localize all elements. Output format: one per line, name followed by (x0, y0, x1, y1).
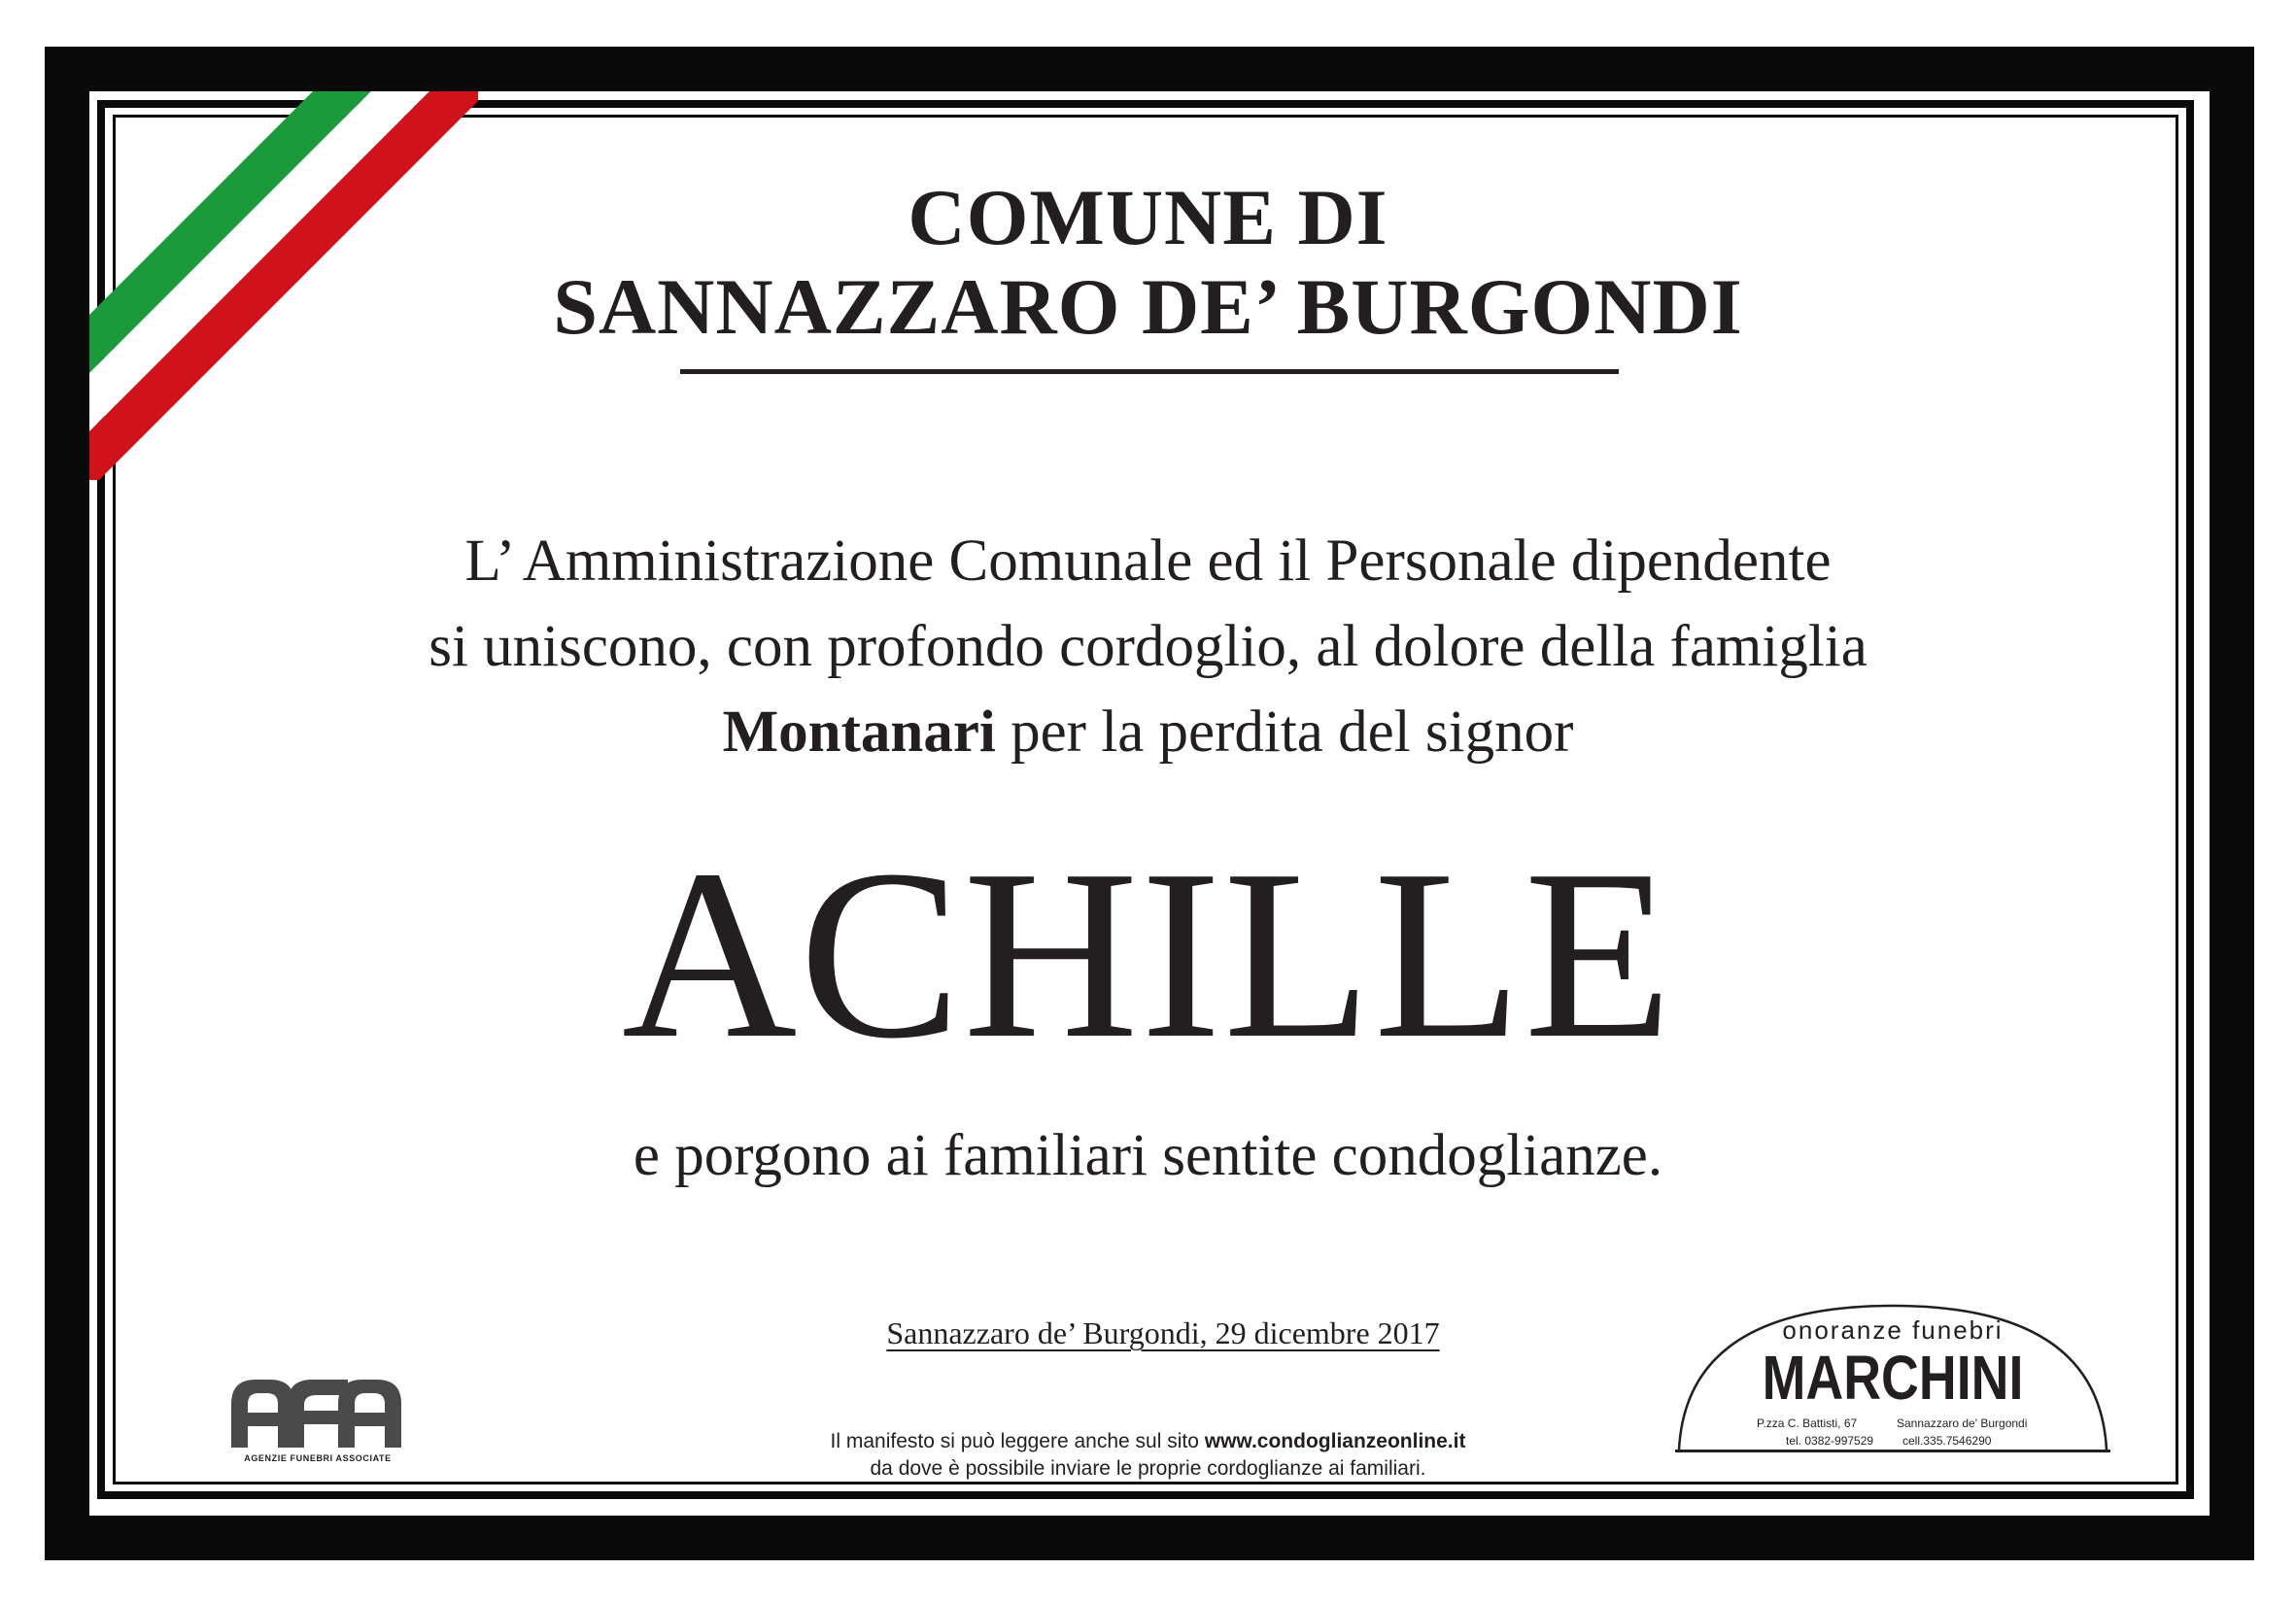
marchini-phone: tel. 0382-997529 (1786, 1434, 1874, 1448)
marchini-name: MARCHINI (1762, 1343, 2024, 1413)
message-line-3 (0, 690, 2296, 775)
website-link[interactable]: www.condoglianzeonline.it (1204, 1430, 1466, 1452)
message-line-3-rest: per la perdita del signor (995, 700, 1574, 765)
message-line-1: L’ Amministrazione Comunale ed il Personale dipendente (464, 529, 1832, 594)
closing-line: e porgono ai familiari sentite condoglianze. (633, 1123, 1663, 1188)
condolence-message (0, 519, 2296, 775)
family-name: Montanari (722, 700, 996, 765)
deceased-name: ACHILLE (621, 820, 1675, 1089)
marchini-funeral-home-logo (1675, 1302, 2110, 1457)
afa-logo-icon (222, 1370, 416, 1467)
marchini-town: Sannazzaro de' Burgondi (1897, 1416, 2028, 1430)
municipality-title (0, 173, 2296, 352)
footer-line-2: da dove è possibile inviare le proprie cordoglianze ai familiari. (870, 1457, 1426, 1480)
afa-caption: AGENZIE FUNEBRI ASSOCIATE (244, 1453, 392, 1463)
message-line-2: si uniscono, con profondo cordoglio, al dolore della famiglia (428, 614, 1868, 679)
marchini-tagline: onoranze funebri (1782, 1315, 2004, 1345)
title-line-1: COMUNE DI (908, 173, 1388, 261)
place-date-text: Sannazzaro de’ Burgondi, 29 dicembre 2017 (886, 1315, 1440, 1350)
footer-line-1-prefix: Il manifesto si può leggere anche sul sito (830, 1430, 1205, 1452)
marchini-address: P.zza C. Battisti, 67 (1757, 1416, 1858, 1430)
title-underline-divider (680, 369, 1619, 374)
marchini-base-line (1675, 1450, 2110, 1452)
marchini-cell: cell.335.7546290 (1902, 1434, 1992, 1448)
title-line-2: SANNAZZARO DE’ BURGONDI (553, 262, 1743, 351)
